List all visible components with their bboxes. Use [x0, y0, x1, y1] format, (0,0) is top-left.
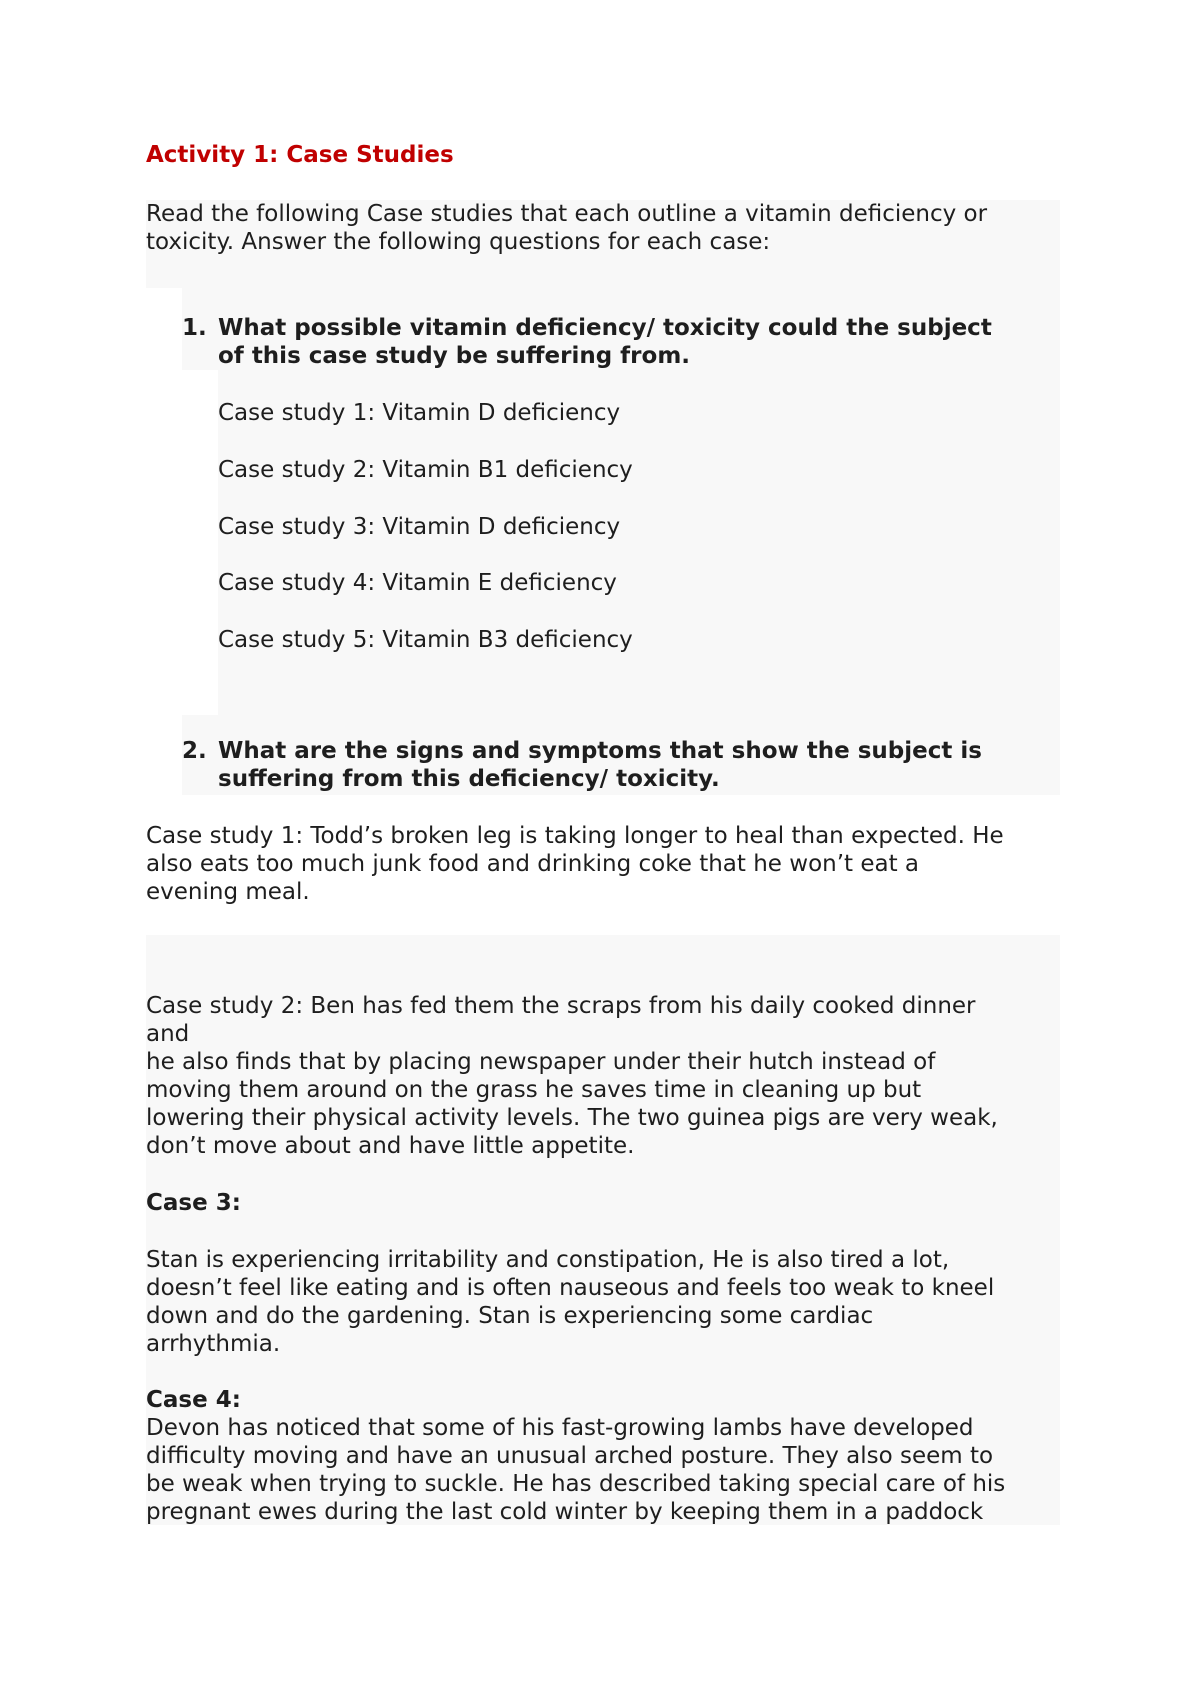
case2-line-5: lowering their physical activity levels. The two guinea pigs are very weak,: [146, 1105, 998, 1131]
case3-title: Case 3:: [146, 1190, 241, 1216]
case1-line-1: Case study 1: Todd’s broken leg is taking longer to heal than expected. He: [146, 823, 1004, 849]
question2-number: 2.: [182, 738, 207, 764]
intro-line-2: toxicity. Answer the following questions for each case:: [146, 229, 771, 255]
intro-line-1: Read the following Case studies that each outline a vitamin deficiency or: [146, 201, 988, 227]
case3-line-2: doesn’t feel like eating and is often nauseous and feels too weak to kneel: [146, 1275, 995, 1301]
case4-title: Case 4:: [146, 1387, 241, 1413]
case2-line-4: moving them around on the grass he saves time in cleaning up but: [146, 1077, 922, 1103]
answer-case-5: Case study 5: Vitamin B3 deficiency: [218, 627, 633, 653]
page-title: Activity 1: Case Studies: [146, 142, 454, 168]
case4-line-1: Devon has noticed that some of his fast-growing lambs have developed: [146, 1415, 974, 1441]
answer-case-1: Case study 1: Vitamin D deficiency: [218, 400, 621, 426]
case2-line-2: and: [146, 1021, 190, 1047]
case2-line-1: Case study 2: Ben has fed them the scraps from his daily cooked dinner: [146, 993, 976, 1019]
case4-line-4: pregnant ewes during the last cold winter by keeping them in a paddock: [146, 1499, 984, 1525]
case4-line-3: be weak when trying to suckle. He has described taking special care of his: [146, 1471, 1006, 1497]
case2-line-6: don’t move about and have little appetite.: [146, 1133, 635, 1159]
question2-line-1: What are the signs and symptoms that show the subject is: [218, 738, 982, 764]
question2-line-2: suffering from this deficiency/ toxicity.: [218, 766, 720, 792]
case3-line-4: arrhythmia.: [146, 1331, 281, 1357]
answer-case-2: Case study 2: Vitamin B1 deficiency: [218, 457, 633, 483]
case2-line-3: he also finds that by placing newspaper under their hutch instead of: [146, 1049, 936, 1075]
question1-line-1: What possible vitamin deficiency/ toxicity could the subject: [218, 315, 992, 341]
case4-line-2: difficulty moving and have an unusual arched posture. They also seem to: [146, 1443, 994, 1469]
question1-line-2: of this case study be suffering from.: [218, 343, 691, 369]
case1-line-3: evening meal.: [146, 879, 310, 905]
answer-case-4: Case study 4: Vitamin E deficiency: [218, 570, 617, 596]
case1-line-2: also eats too much junk food and drinking coke that he won’t eat a: [146, 851, 920, 877]
question1-number: 1.: [182, 315, 207, 341]
answer-case-3: Case study 3: Vitamin D deficiency: [218, 514, 621, 540]
case3-line-1: Stan is experiencing irritability and constipation, He is also tired a lot,: [146, 1247, 950, 1273]
shaded-block-case2-top: [218, 935, 1060, 965]
case3-line-3: down and do the gardening. Stan is experiencing some cardiac: [146, 1303, 874, 1329]
